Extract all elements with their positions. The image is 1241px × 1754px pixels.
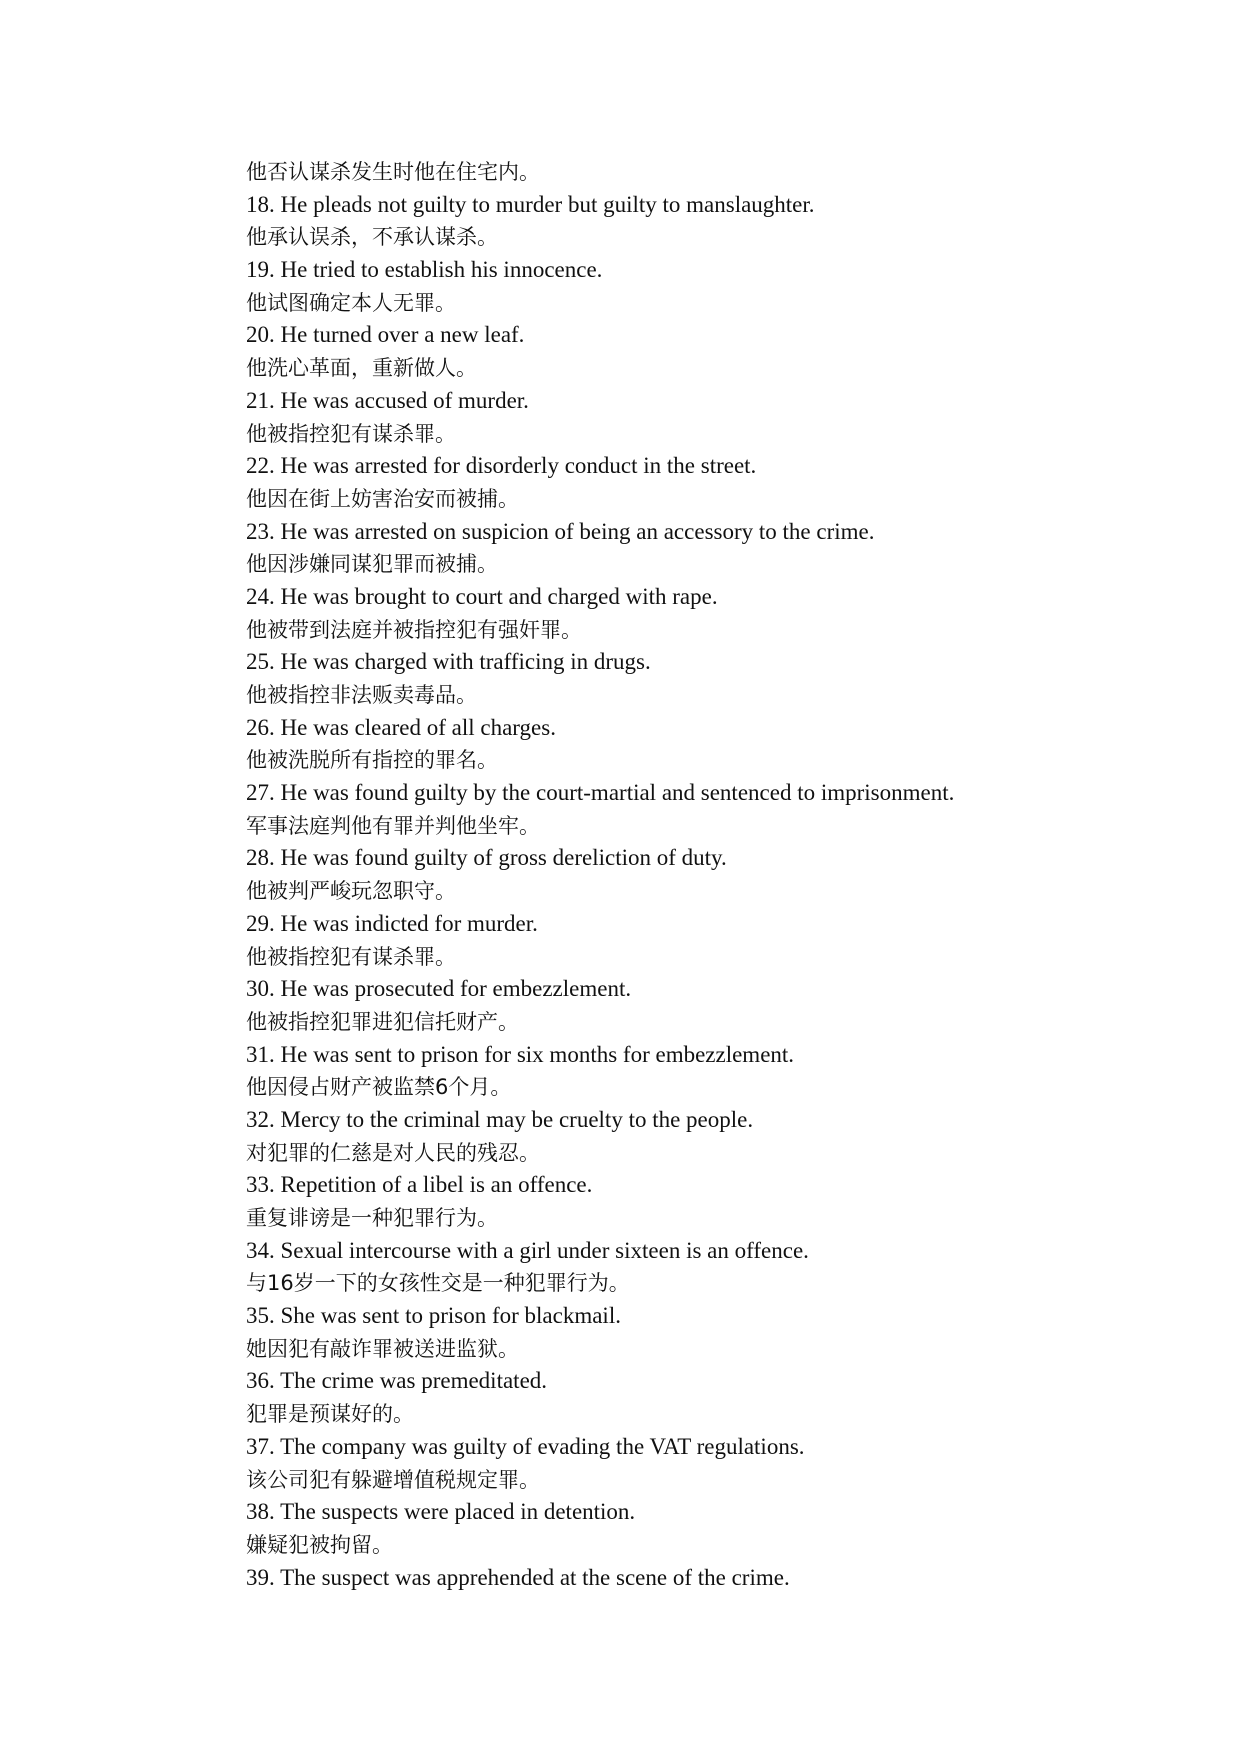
sentence-line: 18. He pleads not guilty to murder but guilty to manslaughter.: [246, 191, 815, 217]
translation-line: 犯罪是预谋好的。: [246, 1402, 414, 1427]
sentence-line: 30. He was prosecuted for embezzlement.: [246, 976, 632, 1002]
sentence-line: 27. He was found guilty by the court-martial and sentenced to imprisonment.: [246, 780, 955, 806]
sentence-line: 21. He was accused of murder.: [246, 387, 529, 413]
translation-line: 嫌疑犯被拘留。: [246, 1532, 393, 1557]
sentence-line: 24. He was brought to court and charged with rape.: [246, 583, 718, 609]
sentence-line: 33. Repetition of a libel is an offence.: [246, 1172, 593, 1198]
translation-line: 他被判严峻玩忽职守。: [246, 879, 456, 904]
sentence-line: 19. He tried to establish his innocence.: [246, 257, 603, 283]
sentence-line: 34. Sexual intercourse with a girl under sixteen is an offence.: [246, 1237, 809, 1263]
translation-line: 他洗心革面，重新做人。: [246, 356, 477, 381]
sentence-line: 29. He was indicted for murder.: [246, 910, 538, 936]
sentence-line: 37. The company was guilty of evading the VAT regulations.: [246, 1433, 805, 1459]
translation-line: 他被指控非法贩卖毒品。: [246, 683, 477, 707]
translation-line: 他因侵占财产被监禁6个月。: [246, 1075, 512, 1100]
sentence-line: 39. The suspect was apprehended at the scene of the crime.: [246, 1564, 790, 1590]
translation-line: 对犯罪的仁慈是对人民的残忍。: [246, 1140, 540, 1165]
sentence-line: 32. Mercy to the criminal may be cruelty to the people.: [246, 1106, 754, 1132]
translation-line: 他被洗脱所有指控的罪名。: [246, 748, 498, 773]
translation-line: 该公司犯有躲避增值税规定罪。: [246, 1467, 540, 1492]
sentence-line: 31. He was sent to prison for six months for embezzlement.: [246, 1041, 795, 1067]
translation-line: 他被带到法庭并被指控犯有强奸罪。: [246, 617, 582, 642]
translation-line: 重复诽谤是一种犯罪行为。: [246, 1206, 498, 1230]
sentence-line: 28. He was found guilty of gross dereliction of duty.: [246, 845, 727, 871]
translation-line: 他试图确定本人无罪。: [246, 290, 456, 315]
translation-line: 他被指控犯罪进犯信托财产。: [246, 1009, 519, 1034]
translation-line: 与16岁一下的女孩性交是一种犯罪行为。: [246, 1271, 630, 1296]
sentence-line: 26. He was cleared of all charges.: [246, 714, 556, 740]
document-body: [246, 156, 1146, 1594]
sentence-line: 38. The suspects were placed in detention.: [246, 1499, 636, 1525]
sentence-line: 23. He was arrested on suspicion of being an accessory to the crime.: [246, 518, 875, 544]
sentence-line: 22. He was arrested for disorderly conduct in the street.: [246, 453, 757, 479]
translation-line: 他被指控犯有谋杀罪。: [246, 421, 456, 446]
translation-line: 他因涉嫌同谋犯罪而被捕。: [246, 552, 498, 577]
sentence-line: 36. The crime was premeditated.: [246, 1368, 548, 1394]
translation-line: 军事法庭判他有罪并判他坐牢。: [246, 813, 540, 838]
sentence-line: 20. He turned over a new leaf.: [246, 322, 525, 348]
translation-line: 她因犯有敲诈罪被送进监狱。: [246, 1336, 519, 1361]
sentence-line: 35. She was sent to prison for blackmail.: [246, 1303, 621, 1329]
translation-line: 他被指控犯有谋杀罪。: [246, 944, 456, 969]
translation-line: 他因在街上妨害治安而被捕。: [246, 486, 519, 511]
translation-line: 他承认误杀，不承认谋杀。: [246, 225, 498, 250]
translation-line: 他否认谋杀发生时他在住宅内。: [246, 160, 540, 184]
sentence-line: 25. He was charged with trafficing in drugs.: [246, 649, 651, 675]
